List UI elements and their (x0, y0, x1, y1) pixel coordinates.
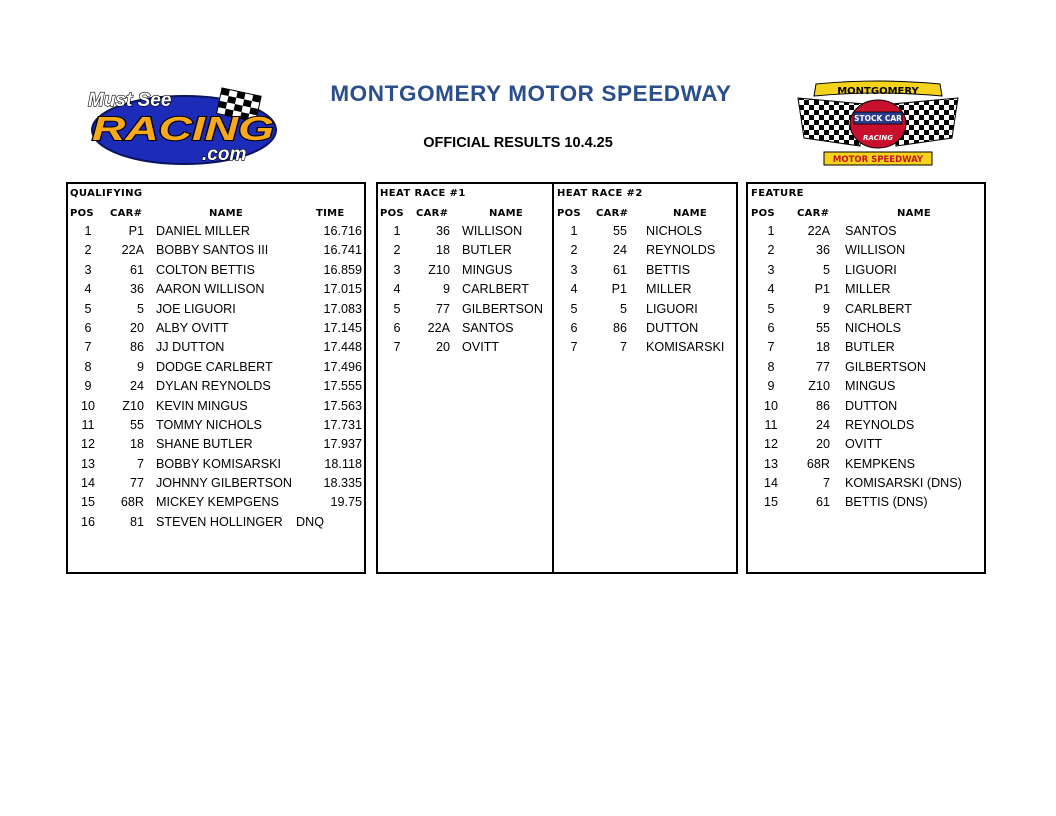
pos-cell: 5 (570, 301, 578, 316)
car-cell: 86 (815, 398, 830, 413)
page-title: MONTGOMERY MOTOR SPEEDWAY (330, 81, 732, 106)
table-row (555, 222, 737, 241)
car-cell: 20 (435, 340, 450, 355)
name-cell: OVITT (845, 437, 883, 452)
car-cell: 18 (815, 340, 830, 355)
pos-cell: 6 (570, 320, 578, 335)
pos-cell: 13 (763, 456, 778, 471)
name-cell: OVITT (462, 340, 500, 355)
name-cell: GILBERTSON (462, 301, 543, 316)
time-cell: 18.335 (323, 476, 362, 491)
table-row (748, 455, 984, 474)
car-cell: 20 (129, 320, 144, 335)
table-row (555, 300, 737, 319)
car-cell: 18 (435, 243, 450, 258)
feature-pos-header: POS (751, 208, 775, 219)
table-row (748, 300, 984, 319)
pos-cell: 2 (767, 243, 775, 258)
heat1-rows (378, 222, 550, 358)
table-row (68, 300, 364, 319)
table-row (68, 261, 364, 280)
car-cell: 22A (121, 243, 144, 258)
name-cell: BETTIS (646, 262, 691, 277)
time-cell: 17.555 (323, 379, 362, 394)
name-cell: COLTON BETTIS (156, 262, 255, 277)
logo-bottom: MOTOR SPEEDWAY (832, 155, 924, 165)
table-row (555, 261, 737, 280)
table-row (555, 338, 737, 357)
car-cell: 7 (136, 456, 144, 471)
table-row (68, 319, 364, 338)
pos-cell: 7 (570, 340, 578, 355)
table-row (748, 261, 984, 280)
table-row (748, 493, 984, 512)
qualifying-label: QUALIFYING (70, 188, 143, 199)
name-cell: MICKEY KEMPGENS (156, 495, 279, 510)
table-row (378, 280, 550, 299)
table-row (555, 319, 737, 338)
pos-cell: 12 (80, 437, 95, 452)
car-cell: 77 (815, 359, 830, 374)
car-cell: 81 (129, 514, 144, 529)
table-row (68, 241, 364, 260)
name-cell: AARON WILLISON (156, 282, 265, 297)
feature-car-header: CAR# (797, 208, 830, 219)
table-row (378, 300, 550, 319)
car-cell: 7 (822, 476, 830, 491)
car-cell: 9 (442, 282, 450, 297)
pos-cell: 10 (763, 398, 778, 413)
table-row (378, 241, 550, 260)
table-row (68, 416, 364, 435)
pos-cell: 4 (767, 282, 775, 297)
time-cell: 18.118 (324, 456, 362, 471)
feature-rows (748, 222, 984, 513)
pos-cell: 4 (84, 282, 92, 297)
name-cell: LIGUORI (646, 301, 698, 316)
feature-label: FEATURE (751, 188, 804, 199)
name-cell: BUTLER (845, 340, 895, 355)
table-row (68, 222, 364, 241)
pos-cell: 6 (767, 320, 775, 335)
heat1-car-header: CAR# (416, 208, 449, 219)
logo-middle2: RACING (863, 134, 893, 142)
montgomery-speedway-logo (794, 80, 962, 168)
pos-cell: 9 (84, 379, 92, 394)
table-row (378, 261, 550, 280)
logo-line1: Must See (88, 90, 172, 111)
pos-cell: 8 (767, 359, 775, 374)
car-cell: 18 (129, 437, 144, 452)
pos-cell: 11 (764, 417, 778, 432)
time-cell: 17.083 (323, 301, 362, 316)
table-row (68, 474, 364, 493)
table-row (68, 280, 364, 299)
pos-cell: 2 (393, 243, 401, 258)
pos-cell: 11 (81, 417, 95, 432)
qualifying-car-header: CAR# (110, 208, 143, 219)
table-row (68, 358, 364, 377)
car-cell: 61 (815, 495, 830, 510)
name-cell: DANIEL MILLER (156, 224, 251, 238)
table-row (555, 241, 737, 260)
car-cell: P1 (611, 282, 627, 297)
logo-line3: .com (202, 144, 247, 165)
pos-cell: 16 (80, 514, 95, 529)
table-row (748, 474, 984, 493)
name-cell: BOBBY SANTOS III (156, 243, 269, 258)
logo-top: MONTGOMERY (837, 86, 919, 97)
car-cell: 77 (129, 476, 144, 491)
name-cell: SHANE BUTLER (156, 437, 253, 452)
table-row (378, 319, 550, 338)
car-cell: 9 (822, 301, 830, 316)
pos-cell: 7 (84, 340, 92, 355)
name-cell: WILLISON (462, 224, 523, 238)
car-cell: P1 (128, 224, 144, 238)
pos-cell: 1 (393, 224, 401, 238)
logo-line2: RACING (92, 110, 274, 147)
time-cell: 17.145 (323, 320, 362, 335)
qualifying-rows (68, 222, 364, 532)
name-cell: NICHOLS (646, 224, 702, 238)
table-row (748, 435, 984, 454)
car-cell: 7 (619, 340, 627, 355)
name-cell: BETTIS (DNS) (845, 495, 928, 510)
qualifying-time-header: TIME (316, 208, 345, 219)
car-cell: 22A (427, 320, 450, 335)
table-row (748, 222, 984, 241)
car-cell: 36 (815, 243, 830, 258)
pos-cell: 9 (767, 379, 775, 394)
name-cell: SANTOS (845, 224, 897, 238)
car-cell: Z10 (122, 398, 144, 413)
car-cell: 22A (807, 224, 830, 238)
pos-cell: 1 (570, 224, 578, 238)
time-cell: 17.448 (323, 340, 362, 355)
pos-cell: 5 (84, 301, 92, 316)
pos-cell: 10 (80, 398, 95, 413)
car-cell: 36 (129, 282, 144, 297)
pos-cell: 6 (84, 320, 92, 335)
name-cell: STEVEN HOLLINGER (156, 514, 283, 529)
name-cell: KEVIN MINGUS (156, 398, 248, 413)
table-row (748, 416, 984, 435)
name-cell: KEMPKENS (845, 456, 915, 471)
time-cell: 17.563 (323, 398, 362, 413)
time-cell: 16.716 (323, 224, 362, 238)
table-row (68, 377, 364, 396)
name-cell: MINGUS (845, 379, 896, 394)
page-subtitle: OFFICIAL RESULTS 10.4.25 (423, 135, 613, 151)
car-cell: 5 (619, 301, 627, 316)
name-cell: GILBERTSON (845, 359, 926, 374)
name-cell: DUTTON (845, 398, 898, 413)
name-cell: JJ DUTTON (156, 340, 225, 355)
pos-cell: 4 (393, 282, 401, 297)
car-cell: Z10 (808, 379, 830, 394)
table-row (748, 338, 984, 357)
name-cell: SANTOS (462, 320, 514, 335)
heat2-rows (555, 222, 737, 358)
pos-cell: 7 (393, 340, 401, 355)
table-row (748, 241, 984, 260)
time-cell: DNQ (296, 514, 324, 529)
name-cell: BOBBY KOMISARSKI (156, 456, 282, 471)
car-cell: 61 (129, 262, 144, 277)
name-cell: ALBY OVITT (156, 320, 229, 335)
time-cell: 19.75 (330, 495, 362, 510)
car-cell: 86 (612, 320, 627, 335)
heat-divider (552, 182, 554, 574)
time-cell: 16.859 (323, 262, 362, 277)
car-cell: 68R (120, 495, 144, 510)
heat2-pos-header: POS (557, 208, 581, 219)
name-cell: JOE LIGUORI (156, 301, 236, 316)
time-cell: 16.741 (323, 243, 362, 258)
car-cell: P1 (814, 282, 830, 297)
time-cell: 17.937 (323, 437, 362, 452)
pos-cell: 4 (570, 282, 578, 297)
name-cell: MILLER (845, 282, 891, 297)
name-cell: WILLISON (845, 243, 906, 258)
name-cell: CARLBERT (845, 301, 912, 316)
table-row (748, 397, 984, 416)
time-cell: 17.496 (323, 359, 362, 374)
pos-cell: 13 (80, 456, 95, 471)
name-cell: DUTTON (646, 320, 699, 335)
name-cell: MINGUS (462, 262, 513, 277)
heat2-name-header: NAME (672, 208, 708, 219)
feature-name-header: NAME (896, 208, 932, 219)
car-cell: 77 (435, 301, 450, 316)
pos-cell: 3 (767, 262, 775, 277)
car-cell: 55 (815, 320, 830, 335)
time-cell: 17.015 (323, 282, 362, 297)
table-row (378, 338, 550, 357)
name-cell: DYLAN REYNOLDS (156, 379, 271, 394)
name-cell: TOMMY NICHOLS (156, 417, 262, 432)
pos-cell: 7 (767, 340, 775, 355)
heat1-pos-header: POS (380, 208, 404, 219)
pos-cell: 8 (84, 359, 92, 374)
table-row (68, 455, 364, 474)
name-cell: BUTLER (462, 243, 512, 258)
name-cell: NICHOLS (845, 320, 901, 335)
name-cell: REYNOLDS (646, 243, 716, 258)
car-cell: 61 (612, 262, 627, 277)
pos-cell: 1 (84, 224, 92, 238)
heat2-car-header: CAR# (596, 208, 629, 219)
pos-cell: 6 (393, 320, 401, 335)
table-row (68, 338, 364, 357)
table-row (68, 397, 364, 416)
pos-cell: 5 (393, 301, 401, 316)
must-see-racing-logo (84, 84, 282, 166)
name-cell: JOHNNY GILBERTSON (156, 476, 292, 491)
name-cell: DODGE CARLBERT (156, 359, 273, 374)
name-cell: KOMISARSKI (DNS) (845, 476, 962, 491)
car-cell: 20 (815, 437, 830, 452)
logo-middle: STOCK CAR (854, 114, 902, 123)
qualifying-name-header: NAME (208, 208, 244, 219)
car-cell: 24 (129, 379, 144, 394)
car-cell: 68R (806, 456, 830, 471)
heat2-label: HEAT RACE #2 (557, 188, 643, 199)
pos-cell: 3 (84, 262, 92, 277)
table-row (68, 513, 364, 532)
car-cell: 5 (822, 262, 830, 277)
pos-cell: 14 (80, 476, 95, 491)
car-cell: 55 (129, 417, 144, 432)
table-row (748, 319, 984, 338)
table-row (748, 377, 984, 396)
qualifying-pos-header: POS (70, 208, 94, 219)
pos-cell: 3 (393, 262, 401, 277)
heat1-label: HEAT RACE #1 (380, 188, 466, 199)
pos-cell: 3 (570, 262, 578, 277)
pos-cell: 5 (767, 301, 775, 316)
table-row (748, 280, 984, 299)
heat1-name-header: NAME (488, 208, 524, 219)
car-cell: 5 (136, 301, 144, 316)
pos-cell: 12 (763, 437, 778, 452)
pos-cell: 1 (767, 224, 775, 238)
table-row (748, 358, 984, 377)
car-cell: 9 (136, 359, 144, 374)
table-row (378, 222, 550, 241)
car-cell: Z10 (428, 262, 450, 277)
name-cell: CARLBERT (462, 282, 529, 297)
car-cell: 24 (612, 243, 627, 258)
name-cell: REYNOLDS (845, 417, 915, 432)
car-cell: 24 (815, 417, 830, 432)
car-cell: 86 (129, 340, 144, 355)
car-cell: 36 (435, 224, 450, 238)
pos-cell: 2 (84, 243, 92, 258)
table-row (68, 493, 364, 512)
table-row (555, 280, 737, 299)
pos-cell: 15 (763, 495, 778, 510)
time-cell: 17.731 (323, 417, 362, 432)
car-cell: 55 (612, 224, 627, 238)
name-cell: KOMISARSKI (646, 340, 725, 355)
pos-cell: 14 (763, 476, 778, 491)
pos-cell: 15 (80, 495, 95, 510)
name-cell: MILLER (646, 282, 692, 297)
name-cell: LIGUORI (845, 262, 897, 277)
pos-cell: 2 (570, 243, 578, 258)
table-row (68, 435, 364, 454)
